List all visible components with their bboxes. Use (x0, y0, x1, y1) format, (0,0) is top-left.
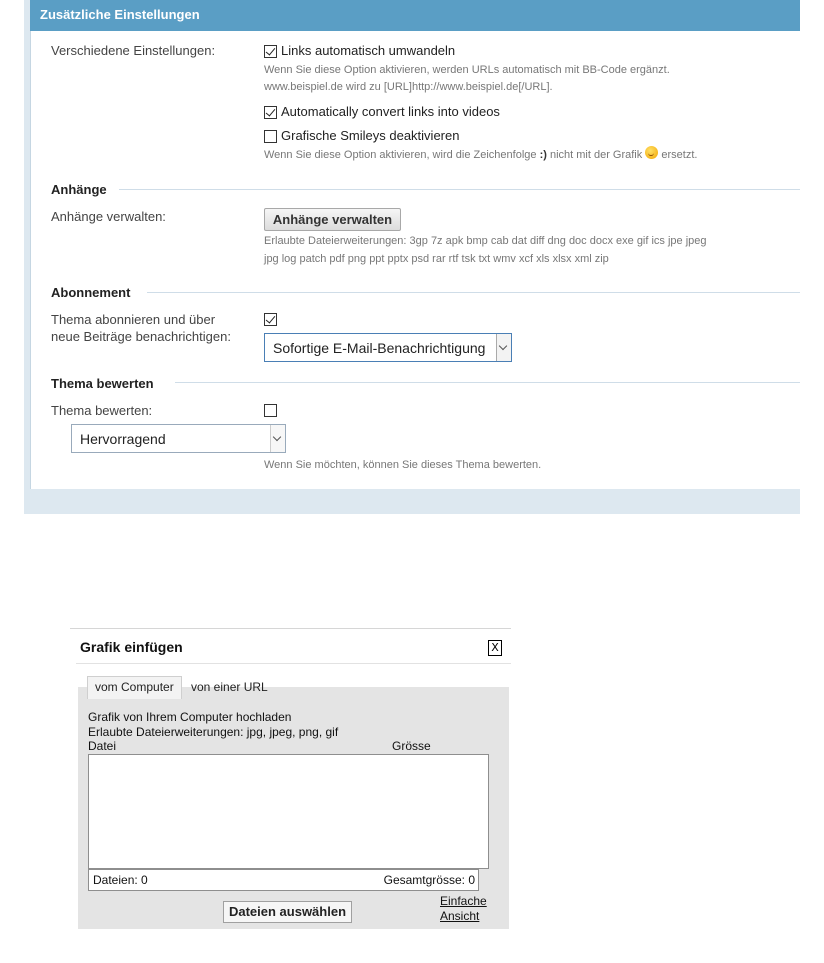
attachments-section-title: Anhänge (51, 182, 107, 197)
panel-header (30, 0, 800, 31)
simple-view-link-2[interactable]: Ansicht (440, 909, 480, 923)
convert-videos-checkbox[interactable] (264, 106, 277, 119)
chevron-down-icon[interactable] (270, 425, 285, 452)
rating-select[interactable] (71, 424, 286, 453)
allowed-extensions: Erlaubte Dateierweiterungen: jpg, jpeg, png, gif (88, 725, 339, 739)
rating-section-title: Thema bewerten (51, 376, 154, 391)
convert-videos-label[interactable]: Automatically convert links into videos (281, 104, 500, 119)
insert-image-dialog (70, 628, 511, 929)
dialog-title: Grafik einfügen (80, 639, 183, 655)
disable-smilies-label[interactable]: Grafische Smileys deaktivieren (281, 128, 460, 143)
rating-divider (175, 382, 800, 383)
notification-select[interactable] (264, 333, 512, 362)
rating-label: Thema bewerten: (51, 403, 153, 418)
upload-heading: Grafik von Ihrem Computer hochladen (88, 710, 292, 724)
disable-smilies-checkbox[interactable] (264, 130, 277, 143)
subscription-label-2: neue Beiträge benachrichtigen: (51, 329, 231, 344)
convert-links-desc-1: Wenn Sie diese Option aktivieren, werden URLs automatisch mit BB-Code ergänzt. (264, 64, 670, 76)
dialog-divider (76, 663, 511, 664)
panel-body (30, 31, 800, 489)
smilies-desc-mid: nicht mit der Grafik (546, 149, 646, 161)
notification-select-value: Sofortige E-Mail-Benachrichtigung (273, 340, 486, 356)
column-file: Datei (88, 739, 117, 753)
close-icon[interactable]: X (488, 640, 502, 656)
rating-desc: Wenn Sie möchten, können Sie dieses Thema bewerten. (264, 459, 542, 471)
convert-links-desc-2: www.beispiel.de wird zu [URL]http://www.beispiel.de[/URL]. (264, 81, 553, 93)
file-list[interactable] (88, 754, 489, 869)
rating-checkbox[interactable] (264, 404, 277, 417)
subscribe-checkbox[interactable] (264, 313, 277, 326)
subscription-label-1: Thema abonnieren und über (51, 312, 216, 327)
convert-links-checkbox[interactable] (264, 45, 277, 58)
misc-settings-label: Verschiedene Einstellungen: (51, 43, 216, 58)
subscription-section-title: Abonnement (51, 285, 131, 300)
column-size: Grösse (392, 739, 431, 753)
smilies-desc-post: ersetzt. (658, 149, 698, 161)
attachments-label: Anhänge verwalten: (51, 209, 166, 224)
smiley-icon (645, 146, 658, 159)
rating-select-value: Hervorragend (80, 431, 166, 447)
panel-title: Zusätzliche Einstellungen (40, 7, 200, 22)
smilies-desc-code: :) (539, 149, 547, 161)
attachments-allowed-1: Erlaubte Dateierweiterungen: 3gp 7z apk bmp cab dat diff dng doc docx exe gif ics jpe jpeg (264, 235, 707, 247)
smilies-desc-pre: Wenn Sie diese Option aktivieren, wird die Zeichenfolge (264, 149, 540, 161)
attachments-divider (119, 189, 800, 190)
chevron-down-icon[interactable] (496, 334, 511, 361)
file-list-footer (88, 869, 479, 891)
choose-files-button[interactable]: Dateien auswählen (223, 901, 352, 923)
simple-view-link-1[interactable]: Einfache (440, 894, 487, 908)
total-size: Gesamtgrösse: 0 (383, 873, 475, 887)
tab-from-computer[interactable]: vom Computer (87, 676, 182, 699)
subscription-divider (147, 292, 800, 293)
additional-settings-panel (24, 0, 800, 514)
smilies-desc (264, 146, 697, 164)
manage-attachments-button[interactable]: Anhänge verwalten (264, 208, 401, 231)
files-count: Dateien: 0 (93, 873, 148, 887)
attachments-allowed-2: jpg log patch pdf png ppt pptx psd rar rtf tsk txt wmv xcf xls xlsx xml zip (264, 253, 609, 265)
convert-links-label[interactable]: Links automatisch umwandeln (281, 43, 456, 58)
tab-from-url[interactable]: von einer URL (191, 680, 268, 694)
